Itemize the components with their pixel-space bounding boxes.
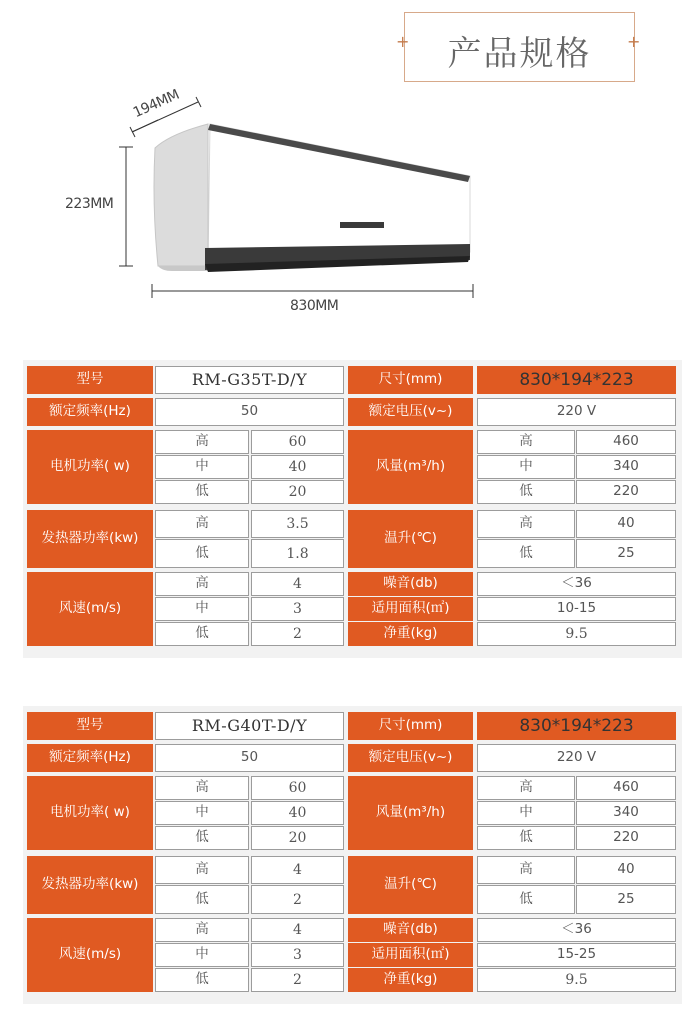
temperature-value: 25 bbox=[576, 885, 676, 914]
airflow-value: 220 bbox=[576, 826, 676, 850]
frequency-value: 50 bbox=[155, 744, 344, 772]
airflow-label: 风量(m³/h) bbox=[348, 776, 473, 850]
airflow-level: 高 bbox=[477, 776, 575, 800]
height-label: 223MM bbox=[65, 196, 114, 212]
size-value: 830*194*223 bbox=[477, 712, 676, 740]
airflow-label: 风量(m³/h) bbox=[348, 430, 473, 504]
speed-level: 高 bbox=[155, 918, 249, 942]
temperature-value: 25 bbox=[576, 539, 676, 568]
airflow-level: 高 bbox=[477, 430, 575, 454]
airflow-value: 460 bbox=[576, 776, 676, 800]
frequency-label: 额定频率(Hz) bbox=[27, 398, 153, 426]
noise-value: ＜36 bbox=[477, 918, 676, 942]
speed-value: 4 bbox=[251, 918, 344, 942]
temperature-level: 高 bbox=[477, 510, 575, 538]
speed-level: 低 bbox=[155, 622, 249, 646]
speed-value: 4 bbox=[251, 572, 344, 596]
airflow-level: 中 bbox=[477, 801, 575, 825]
speed-value: 2 bbox=[251, 968, 344, 992]
airflow-value: 460 bbox=[576, 430, 676, 454]
voltage-value: 220 V bbox=[477, 398, 676, 426]
speed-level: 中 bbox=[155, 597, 249, 621]
heater-power-label: 发热器功率(kw) bbox=[27, 510, 153, 568]
heater-value: 1.8 bbox=[251, 539, 344, 568]
width-label: 830MM bbox=[290, 298, 339, 314]
heater-display-panel bbox=[340, 222, 384, 228]
weight-label: 净重(kg) bbox=[348, 622, 473, 646]
motor-value: 40 bbox=[251, 455, 344, 479]
airflow-value: 340 bbox=[576, 801, 676, 825]
motor-level: 低 bbox=[155, 826, 249, 850]
heater-illustration bbox=[100, 80, 520, 320]
voltage-label: 额定电压(v~) bbox=[348, 398, 473, 426]
speed-value: 2 bbox=[251, 622, 344, 646]
temperature-level: 低 bbox=[477, 539, 575, 568]
noise-label: 噪音(db) bbox=[348, 572, 473, 596]
temperature-rise-label: 温升(℃) bbox=[348, 856, 473, 914]
area-label: 适用面积(㎡) bbox=[348, 943, 473, 967]
wind-speed-label: 风速(m/s) bbox=[27, 572, 153, 646]
motor-power-label: 电机功率( w) bbox=[27, 430, 153, 504]
heater-side-panel bbox=[154, 124, 208, 266]
size-value: 830*194*223 bbox=[477, 366, 676, 394]
temperature-level: 高 bbox=[477, 856, 575, 884]
section-title: 产品规格 bbox=[447, 34, 592, 74]
depth-label: 194MM bbox=[130, 86, 182, 122]
voltage-value: 220 V bbox=[477, 744, 676, 772]
model-value: RM-G35T-D/Y bbox=[155, 366, 344, 394]
airflow-value: 220 bbox=[576, 480, 676, 504]
motor-value: 60 bbox=[251, 430, 344, 454]
spec-table-2 bbox=[23, 706, 682, 1004]
area-value: 15-25 bbox=[477, 943, 676, 967]
speed-level: 中 bbox=[155, 943, 249, 967]
noise-label: 噪音(db) bbox=[348, 918, 473, 942]
title-left-tick: + bbox=[396, 32, 410, 51]
airflow-value: 340 bbox=[576, 455, 676, 479]
size-label: 尺寸(mm) bbox=[348, 366, 473, 394]
airflow-level: 中 bbox=[477, 455, 575, 479]
temperature-value: 40 bbox=[576, 856, 676, 884]
motor-level: 中 bbox=[155, 455, 249, 479]
motor-level: 低 bbox=[155, 480, 249, 504]
airflow-level: 低 bbox=[477, 826, 575, 850]
heater-value: 2 bbox=[251, 885, 344, 914]
area-label: 适用面积(㎡) bbox=[348, 597, 473, 621]
weight-label: 净重(kg) bbox=[348, 968, 473, 992]
motor-level: 高 bbox=[155, 776, 249, 800]
temperature-value: 40 bbox=[576, 510, 676, 538]
temperature-rise-label: 温升(℃) bbox=[348, 510, 473, 568]
heater-value: 3.5 bbox=[251, 510, 344, 538]
section-title-frame bbox=[404, 12, 635, 82]
heater-power-label: 发热器功率(kw) bbox=[27, 856, 153, 914]
motor-value: 40 bbox=[251, 801, 344, 825]
motor-value: 20 bbox=[251, 826, 344, 850]
motor-power-label: 电机功率( w) bbox=[27, 776, 153, 850]
model-label: 型号 bbox=[27, 366, 153, 394]
noise-value: ＜36 bbox=[477, 572, 676, 596]
frequency-value: 50 bbox=[155, 398, 344, 426]
title-right-tick: + bbox=[627, 32, 641, 51]
speed-value: 3 bbox=[251, 943, 344, 967]
weight-value: 9.5 bbox=[477, 622, 676, 646]
model-value: RM-G40T-D/Y bbox=[155, 712, 344, 740]
motor-level: 中 bbox=[155, 801, 249, 825]
voltage-label: 额定电压(v~) bbox=[348, 744, 473, 772]
heater-level: 低 bbox=[155, 885, 249, 914]
heater-level: 高 bbox=[155, 856, 249, 884]
frequency-label: 额定频率(Hz) bbox=[27, 744, 153, 772]
weight-value: 9.5 bbox=[477, 968, 676, 992]
speed-level: 低 bbox=[155, 968, 249, 992]
motor-value: 60 bbox=[251, 776, 344, 800]
model-label: 型号 bbox=[27, 712, 153, 740]
size-label: 尺寸(mm) bbox=[348, 712, 473, 740]
speed-level: 高 bbox=[155, 572, 249, 596]
spec-table-1 bbox=[23, 360, 682, 658]
temperature-level: 低 bbox=[477, 885, 575, 914]
wind-speed-label: 风速(m/s) bbox=[27, 918, 153, 992]
area-value: 10-15 bbox=[477, 597, 676, 621]
speed-value: 3 bbox=[251, 597, 344, 621]
motor-value: 20 bbox=[251, 480, 344, 504]
heater-level: 高 bbox=[155, 510, 249, 538]
heater-value: 4 bbox=[251, 856, 344, 884]
airflow-level: 低 bbox=[477, 480, 575, 504]
heater-level: 低 bbox=[155, 539, 249, 568]
motor-level: 高 bbox=[155, 430, 249, 454]
